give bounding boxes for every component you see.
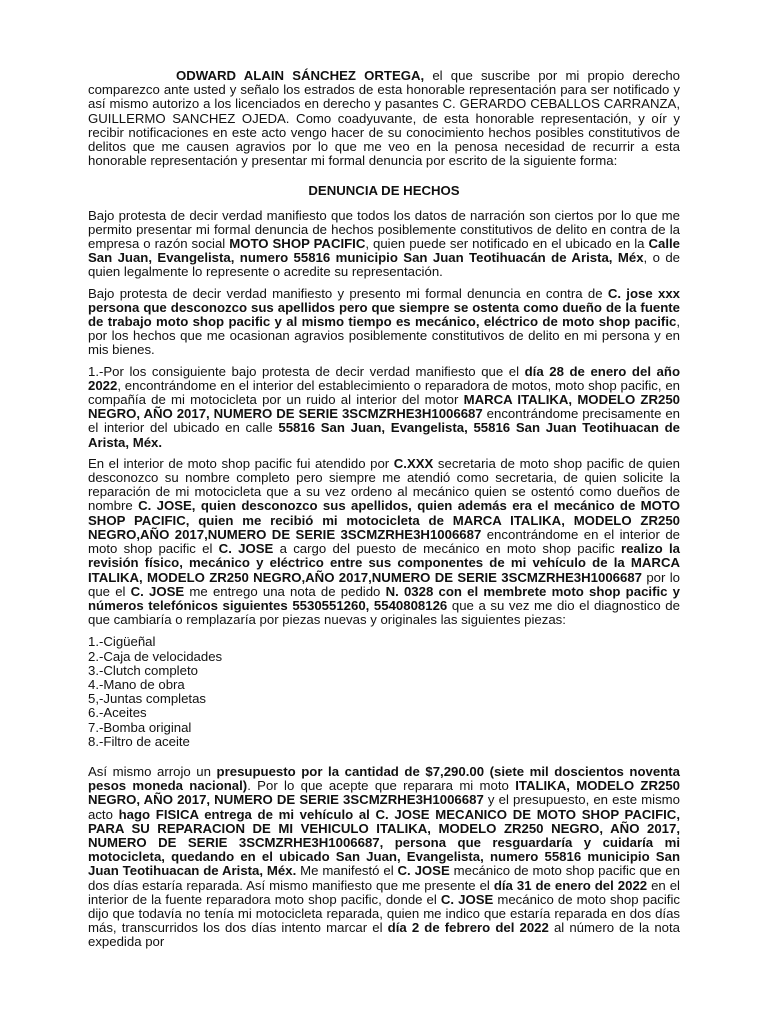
bold-span: Calle San Juan, Evangelista, numero 55816 municipio San Juan Teotihuacán de Arista, Méx [88, 236, 680, 266]
text-span: , encontrándome en el interior del establecimiento o reparadora de motos, moto shop pacific, en compañía de mi motocicleta por un ruido al interior del motor [88, 377, 680, 408]
list-item: 6.-Aceites [88, 705, 147, 721]
bold-span: C. JOSE [130, 583, 185, 599]
bold-span: ITALIKA, MODELO ZR250 NEGRO, AÑO 2017, NUMERO DE SERIE 3SCMZRHE3H1006687 [88, 778, 680, 808]
text-span: mecánico de moto shop pacific que en dos días estaría reparada. Así mismo manifiesto que me presente el [88, 863, 680, 893]
list-item: 1.-Cigüeñal [88, 634, 156, 650]
text-span: , por los hechos que me ocasionan agravios posiblemente constitutivos de delito en mi persona y en mis bienes. [88, 314, 680, 358]
bold-span: 55816 San Juan, Evangelista, 55816 San Juan Teotihuacan de Arista, Méx. [88, 420, 680, 450]
text-span: y el presupuesto, en este mismo acto [88, 792, 681, 822]
list-item: 7.-Bomba original [88, 719, 192, 735]
bold-span: MARCA ITALIKA, MODELO ZR250 NEGRO, AÑO 2017, NUMERO DE SERIE 3SCMZRHE3H1006687 [88, 392, 681, 422]
bold-span: presupuesto por la cantidad de $7,290.00 (siete mil doscientos noventa pesos moneda nacional) [88, 763, 680, 794]
text-span: me entrego una nota de pedido [184, 583, 386, 599]
list-item: 3.-Clutch completo [88, 662, 198, 678]
complainant-name: ODWARD ALAIN SÁNCHEZ ORTEGA, [176, 68, 425, 83]
intro-paragraph [88, 69, 680, 168]
text-span: secretaria de moto shop pacific de quien desconozco su nombre completo pero siempre me atendió como secretaria, de quien solicite la reparación de mi motocicleta que a su vez ordeno al mecánico quien se ostentó como dueños de nombre [88, 455, 680, 514]
list-item: 2.-Caja de velocidades [88, 648, 223, 664]
paragraph-1 [88, 209, 680, 280]
section-heading: DENUNCIA DE HECHOS [308, 183, 460, 199]
text-span: En el interior de moto shop pacific fui atendido por [88, 455, 394, 471]
paragraph-2 [88, 287, 680, 358]
bold-span: hago FISICA entrega de mi vehículo al C. JOSE MECANICO DE MOTO SHOP PACIFIC, PARA SU REPARACION DE MI VEHICULO ITALIKA, MODELO ZR250 NEGRO, AÑO 2017, NUMERO DE SERIE 3SCMZRHE3H1006687, persona que resguardaría y cuidaría mi motocicleta, quedando en el ubicado San Juan, Evangelista, numero 55816 municipio San Juan Teotihuacan de Arista, Méx. [88, 806, 680, 879]
bold-span: día 2 de febrero del 2022 [387, 920, 549, 936]
bold-span: día 28 de enero del año 2022 [88, 363, 680, 393]
text-span: que a su vez me dio el diagnostico de que cambiaría o remplazaría por piezas nuevas y originales las siguientes piezas: [88, 597, 680, 628]
bold-span: N. 0328 con el membrete moto shop pacific y números telefónicos siguientes 5530551260, 5540808126 [88, 583, 680, 613]
pieces-list [88, 635, 680, 749]
text-span: a cargo del puesto de mecánico en moto shop pacific [273, 541, 621, 557]
list-item: 4.-Mano de obra [88, 676, 185, 692]
text-span: Bajo protesta de decir verdad manifiesto que todos los datos de narración son ciertos por lo que me permito presentar mi formal denuncia de hechos posiblemente constitutivos de delito en contra de la empresa o razón social [88, 207, 680, 252]
text-span: al número de la nota expedida por [88, 920, 680, 950]
bold-span: C.XXX [393, 455, 434, 471]
paragraph-4 [88, 457, 680, 627]
bold-span: C. JOSE [440, 891, 494, 907]
text-span: Me manifestó el [296, 863, 398, 879]
bold-span: realizo la revisión físico, mecánico y eléctrico entre sus componentes de mi vehículo de la MARCA ITALIKA, MODELO ZR250 NEGRO,AÑO 2017,NUMERO DE SERIE 3SCMZRHE3H1006687 [88, 541, 681, 585]
bold-span: MOTO SHOP PACIFIC [229, 236, 366, 252]
text-span: , o de quien legalmente lo represente o acredite su representación. [88, 250, 680, 280]
text-span: por lo que el [88, 569, 680, 599]
paragraph-5 [88, 765, 680, 950]
paragraph-3 [88, 365, 680, 450]
intro-text: el que suscribe por mi propio derecho comparezco ante usted y señalo los estrados de esta honorable representación para ser notificado y así mismo autorizo a los licenciados en derecho y pasantes C. GERARDO CEBALLOS CARRANZA, GUILLERMO SANCHEZ OJEDA. Como coadyuvante, de esta honorable representación, y oír y recibir notificaciones en este acto vengo hacer de su conocimiento hechos posibles constitutivos de delitos que me causen agravios por lo que me veo en la penosa necesidad de recurrir a esta honorable representación y presentar mi formal denuncia por escrito de la siguiente forma: [88, 68, 680, 169]
list-item: 8.-Filtro de aceite [88, 733, 190, 749]
text-span: mecánico de moto shop pacific dijo que todavía no tenía mi motocicleta reparada, quien me indico que estaría reparada en dos días más, transcurridos los dos días intento marcar el [88, 891, 680, 936]
text-span: en el interior de la fuente reparadora moto shop pacific, donde el [88, 877, 680, 907]
bold-span: C. JOSE [218, 541, 274, 557]
bold-span: C. JOSE, quien desconozco sus apellidos, quien además era el mecánico de MOTO SHOP PACIFIC, quien me recibió mi motocicleta de MARCA ITALIKA, MODELO ZR250 NEGRO,AÑO 2017,NUMERO DE SERIE 3SCMZRHE3H1006687 [88, 498, 680, 542]
bold-span: C. JOSE [397, 863, 450, 879]
bold-span: C. jose xxx persona que desconozco sus apellidos pero que siempre se ostenta como dueño de la fuente de trabajo moto shop pacific y al mismo tiempo es mecánico, eléctrico de moto shop pacific [88, 285, 680, 330]
text-span: Bajo protesta de decir verdad manifiesto y presento mi formal denuncia en contra de [88, 285, 608, 301]
bold-span: día 31 de enero del 2022 [493, 877, 648, 893]
list-item: 5,-Juntas completas [88, 691, 207, 707]
text-span: encontrándome precisamente en el interior del ubicado en calle [88, 406, 681, 436]
text-span: . Por lo que acepte que reparara mi moto [247, 778, 516, 794]
text-span: Así mismo arrojo un [88, 763, 217, 779]
text-span: encontrándome en el interior de moto shop pacific el [88, 526, 680, 557]
text-span: 1.-Por los consiguiente bajo protesta de decir verdad manifiesto que el [88, 363, 525, 379]
text-span: , quien puede ser notificado en el ubicado en la [365, 236, 649, 252]
